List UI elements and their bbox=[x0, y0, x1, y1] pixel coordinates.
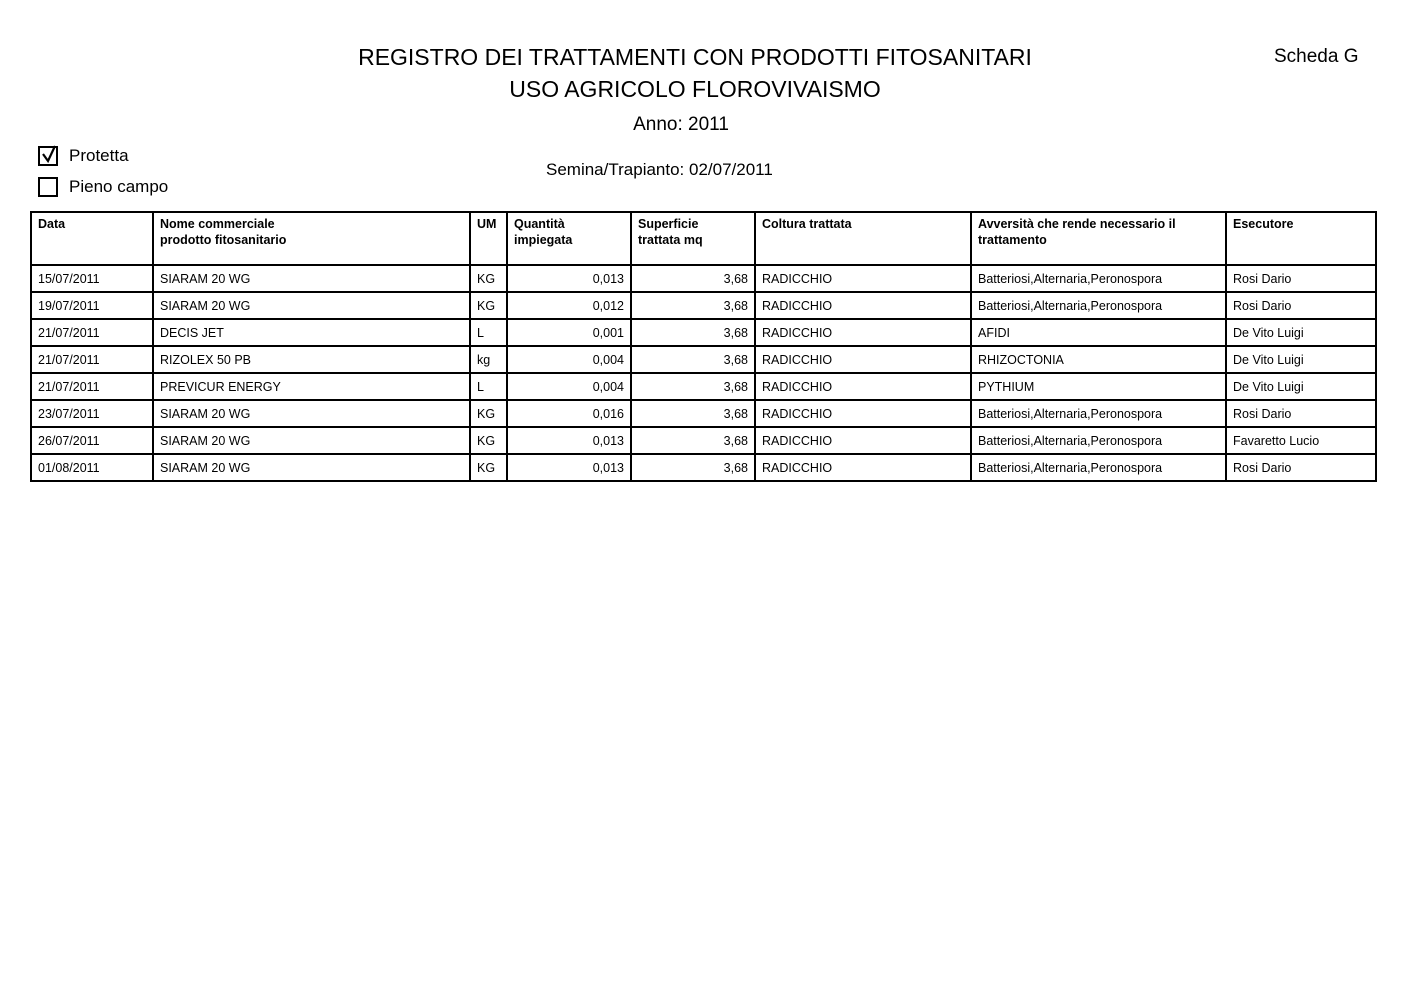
cell-avversita: Batteriosi,Alternaria,Peronospora bbox=[971, 265, 1226, 292]
table-row bbox=[31, 454, 1376, 481]
header-esecutore-line: Esecutore bbox=[1233, 217, 1294, 231]
table-row bbox=[31, 292, 1376, 319]
cell-nome-commerciale: SIARAM 20 WG bbox=[153, 427, 470, 454]
semina-trapianto-label: Semina/Trapianto: 02/07/2011 bbox=[546, 160, 773, 179]
cell-quantita: 0,013 bbox=[507, 427, 631, 454]
header-quantita-line: Quantità bbox=[514, 217, 565, 231]
cell-nome-commerciale: SIARAM 20 WG bbox=[153, 454, 470, 481]
header-quantita bbox=[507, 212, 631, 265]
cell-avversita: Batteriosi,Alternaria,Peronospora bbox=[971, 454, 1226, 481]
cell-superficie: 3,68 bbox=[631, 319, 755, 346]
header-nome-commerciale-line: Nome commerciale bbox=[160, 217, 275, 231]
cell-esecutore: De Vito Luigi bbox=[1226, 346, 1376, 373]
cell-um: KG bbox=[470, 292, 507, 319]
table-row bbox=[31, 373, 1376, 400]
header-um-line: UM bbox=[477, 217, 497, 231]
header-nome-commerciale bbox=[153, 212, 470, 265]
cell-superficie: 3,68 bbox=[631, 373, 755, 400]
cell-quantita: 0,001 bbox=[507, 319, 631, 346]
cell-nome-commerciale: DECIS JET bbox=[153, 319, 470, 346]
protetta-label: Protetta bbox=[69, 146, 129, 165]
cell-quantita: 0,004 bbox=[507, 373, 631, 400]
table-row bbox=[31, 346, 1376, 373]
header-nome-commerciale-line: prodotto fitosanitario bbox=[160, 233, 287, 247]
cell-avversita: Batteriosi,Alternaria,Peronospora bbox=[971, 400, 1226, 427]
cell-data: 21/07/2011 bbox=[31, 346, 153, 373]
header-avversita-line: Avversità che rende necessario il bbox=[978, 217, 1176, 231]
cell-avversita: AFIDI bbox=[971, 319, 1226, 346]
header-superficie-line: trattata mq bbox=[638, 233, 703, 247]
pieno-campo-label: Pieno campo bbox=[69, 177, 169, 196]
cell-avversita: Batteriosi,Alternaria,Peronospora bbox=[971, 292, 1226, 319]
cell-esecutore: Rosi Dario bbox=[1226, 454, 1376, 481]
cell-coltura: RADICCHIO bbox=[755, 265, 971, 292]
protetta-checkbox[interactable] bbox=[38, 146, 58, 166]
page-title: REGISTRO DEI TRATTAMENTI CON PRODOTTI FITOSANITARI bbox=[358, 44, 1032, 70]
cell-quantita: 0,012 bbox=[507, 292, 631, 319]
cell-quantita: 0,013 bbox=[507, 265, 631, 292]
cell-superficie: 3,68 bbox=[631, 346, 755, 373]
pieno-campo-option[interactable] bbox=[38, 177, 168, 197]
cell-data: 15/07/2011 bbox=[31, 265, 153, 292]
cell-data: 01/08/2011 bbox=[31, 454, 153, 481]
cell-avversita: Batteriosi,Alternaria,Peronospora bbox=[971, 427, 1226, 454]
cell-coltura: RADICCHIO bbox=[755, 427, 971, 454]
cell-um: KG bbox=[470, 454, 507, 481]
cell-nome-commerciale: PREVICUR ENERGY bbox=[153, 373, 470, 400]
cell-superficie: 3,68 bbox=[631, 427, 755, 454]
header-avversita bbox=[971, 212, 1226, 265]
header-um bbox=[470, 212, 507, 265]
cell-coltura: RADICCHIO bbox=[755, 346, 971, 373]
header-coltura-line: Coltura trattata bbox=[762, 217, 852, 231]
checkmark-icon bbox=[40, 145, 60, 165]
cell-avversita: PYTHIUM bbox=[971, 373, 1226, 400]
table-row bbox=[31, 265, 1376, 292]
cell-um: KG bbox=[470, 265, 507, 292]
cell-data: 19/07/2011 bbox=[31, 292, 153, 319]
cell-superficie: 3,68 bbox=[631, 292, 755, 319]
table-body bbox=[31, 265, 1376, 481]
cell-um: KG bbox=[470, 400, 507, 427]
table-row bbox=[31, 427, 1376, 454]
header-quantita-line: impiegata bbox=[514, 233, 573, 247]
cell-um: L bbox=[470, 373, 507, 400]
cell-esecutore: Rosi Dario bbox=[1226, 400, 1376, 427]
cell-esecutore: Rosi Dario bbox=[1226, 265, 1376, 292]
cell-avversita: RHIZOCTONIA bbox=[971, 346, 1226, 373]
header-coltura bbox=[755, 212, 971, 265]
cell-nome-commerciale: SIARAM 20 WG bbox=[153, 292, 470, 319]
cell-coltura: RADICCHIO bbox=[755, 400, 971, 427]
cell-quantita: 0,004 bbox=[507, 346, 631, 373]
cell-um: KG bbox=[470, 427, 507, 454]
pieno-campo-checkbox[interactable] bbox=[38, 177, 58, 197]
protetta-option[interactable] bbox=[38, 146, 129, 166]
cell-nome-commerciale: SIARAM 20 WG bbox=[153, 400, 470, 427]
cell-coltura: RADICCHIO bbox=[755, 454, 971, 481]
header-data bbox=[31, 212, 153, 265]
cell-esecutore: Rosi Dario bbox=[1226, 292, 1376, 319]
header-superficie-line: Superficie bbox=[638, 217, 699, 231]
cell-quantita: 0,016 bbox=[507, 400, 631, 427]
table-row bbox=[31, 400, 1376, 427]
cell-esecutore: De Vito Luigi bbox=[1226, 373, 1376, 400]
page-subtitle: USO AGRICOLO FLOROVIVAISMO bbox=[509, 76, 881, 102]
table-row bbox=[31, 319, 1376, 346]
cell-coltura: RADICCHIO bbox=[755, 373, 971, 400]
cell-coltura: RADICCHIO bbox=[755, 292, 971, 319]
cell-superficie: 3,68 bbox=[631, 454, 755, 481]
table-header-row bbox=[31, 212, 1376, 265]
treatments-table bbox=[30, 211, 1377, 482]
cell-data: 21/07/2011 bbox=[31, 373, 153, 400]
scheda-label: Scheda G bbox=[1274, 46, 1359, 67]
cell-nome-commerciale: RIZOLEX 50 PB bbox=[153, 346, 470, 373]
cell-esecutore: De Vito Luigi bbox=[1226, 319, 1376, 346]
header-data-line: Data bbox=[38, 217, 66, 231]
cell-data: 26/07/2011 bbox=[31, 427, 153, 454]
header-esecutore bbox=[1226, 212, 1376, 265]
cell-esecutore: Favaretto Lucio bbox=[1226, 427, 1376, 454]
cell-superficie: 3,68 bbox=[631, 400, 755, 427]
cell-um: L bbox=[470, 319, 507, 346]
header-avversita-line: trattamento bbox=[978, 233, 1047, 247]
anno-label: Anno: 2011 bbox=[633, 114, 729, 135]
cell-nome-commerciale: SIARAM 20 WG bbox=[153, 265, 470, 292]
header-superficie bbox=[631, 212, 755, 265]
cell-data: 23/07/2011 bbox=[31, 400, 153, 427]
cell-data: 21/07/2011 bbox=[31, 319, 153, 346]
cell-quantita: 0,013 bbox=[507, 454, 631, 481]
cell-um: kg bbox=[470, 346, 507, 373]
cell-coltura: RADICCHIO bbox=[755, 319, 971, 346]
cell-superficie: 3,68 bbox=[631, 265, 755, 292]
